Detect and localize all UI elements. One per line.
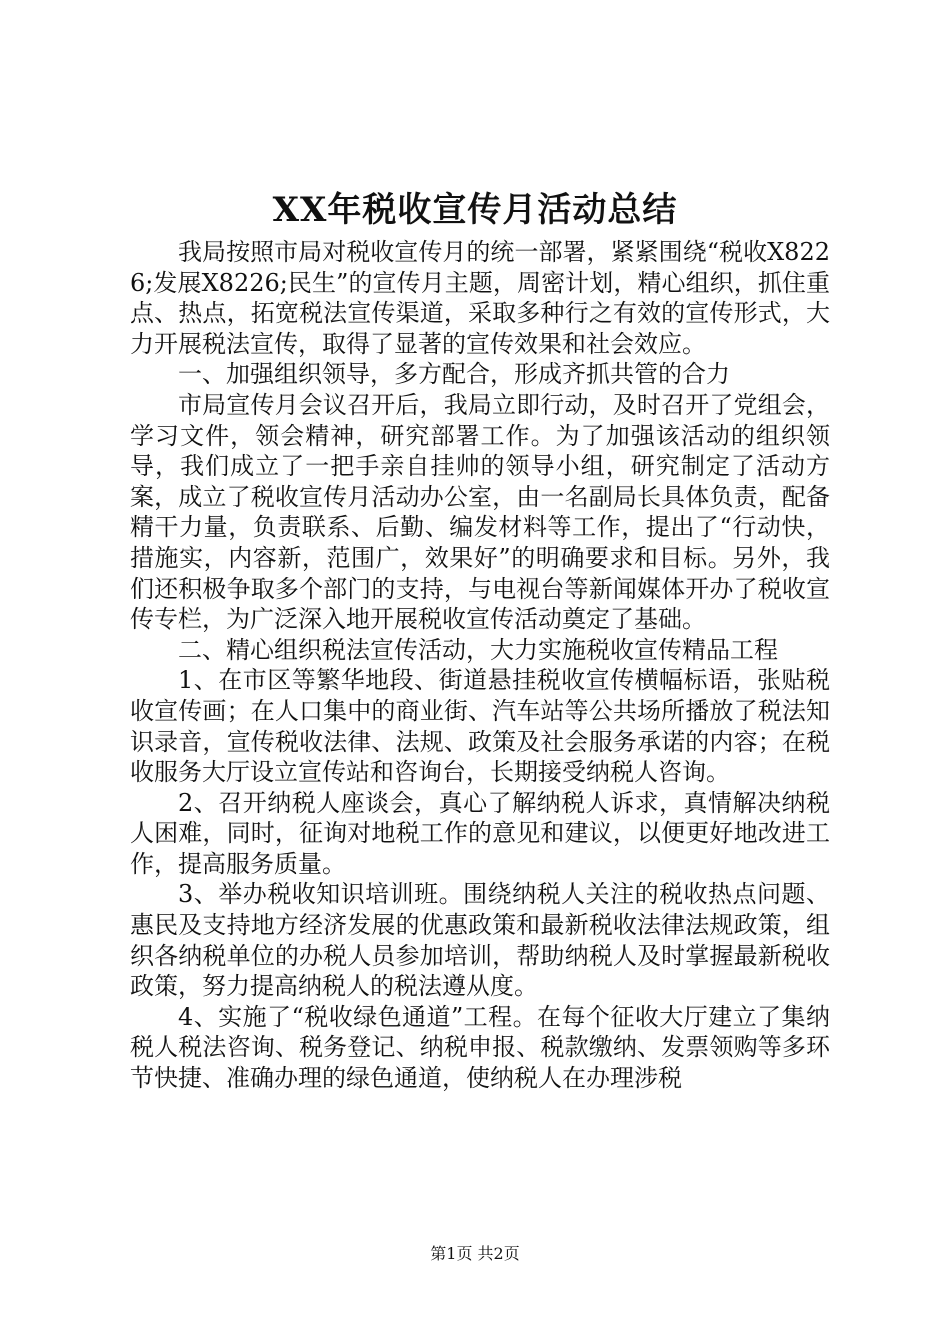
page-number-footer: 第1页 共2页	[430, 1244, 520, 1263]
document-body	[130, 237, 830, 1094]
paragraph-item-1: 1、在市区等繁华地段、街道悬挂税收宣传横幅标语，张贴税收宣传画；在人口集中的商业街、汽车站等公共场所播放了税法知识录音，宣传税收法律、法规、政策及社会服务承诺的内容；在税收服务大厅设立宣传站和咨询台，长期接受纳税人咨询。	[130, 666, 830, 787]
paragraph-item-3: 3、举办税收知识培训班。围绕纳税人关注的税收热点问题、惠民及支持地方经济发展的优惠政策和最新税收法律法规政策，组织各纳税单位的办税人员参加培训，帮助纳税人及时掌握最新税收政策，努力提高纳税人的税法遵从度。	[130, 880, 830, 1001]
paragraph-item-2: 2、召开纳税人座谈会，真心了解纳税人诉求，真情解决纳税人困难，同时，征询对地税工作的意见和建议，以便更好地改进工作，提高服务质量。	[130, 788, 830, 878]
section-heading-2: 二、精心组织税法宣传活动，大力实施税收宣传精品工程	[178, 635, 778, 664]
paragraph-item-4: 4、实施了“税收绿色通道”工程。在每个征收大厅建立了集纳税人税法咨询、税务登记、纳税申报、税款缴纳、发票领购等多环节快捷、准确办理的绿色通道，使纳税人在办理涉税	[130, 1002, 830, 1093]
document-title: XX年税收宣传月活动总结	[272, 190, 678, 230]
paragraph-section-1: 市局宣传月会议召开后，我局立即行动，及时召开了党组会，学习文件，领会精神，研究部署工作。为了加强该活动的组织领导，我们成立了一把手亲自挂帅的领导小组，研究制定了活动方案，成立了税收宣传月活动办公室，由一名副局长具体负责，配备精干力量，负责联系、后勤、编发材料等工作，提出了“行动快，措施实，内容新，范围广，效果好”的明确要求和目标。另外，我们还积极争取多个部门的支持，与电视台等新闻媒体开办了税收宣传专栏，为广泛深入地开展税收宣传活动奠定了基础。	[130, 390, 830, 634]
section-heading-1: 一、加强组织领导，多方配合，形成齐抓共管的合力	[178, 360, 730, 389]
paragraph-intro: 我局按照市局对税收宣传月的统一部署，紧紧围绕“税收X8226;发展X8226;民生”的宣传月主题，周密计划，精心组织，抓住重点、热点，拓宽税法宣传渠道，采取多种行之有效的宣传形式，大力开展税法宣传，取得了显著的宣传效果和社会效应。	[130, 238, 830, 358]
